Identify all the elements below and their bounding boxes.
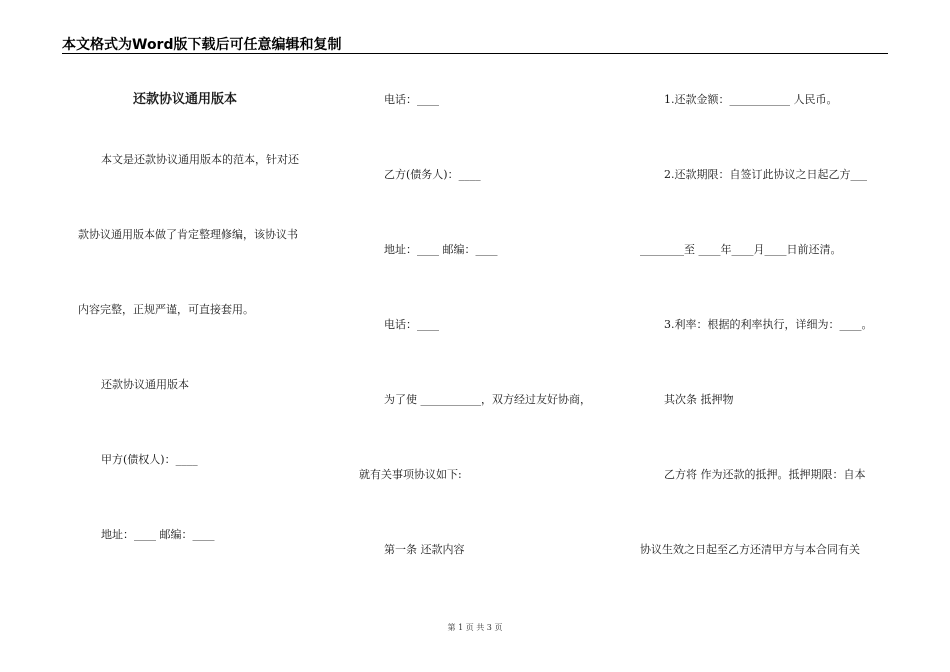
party-a-address-line: 地址：____ 邮编：____ (101, 528, 215, 541)
header-title: 本文格式为Word版下载后可任意编辑和复制 (62, 37, 342, 53)
section-heading: 还款协议通用版本 (101, 378, 189, 391)
repayment-term-line-2: ________至 ____年____月____日前还清。 (640, 243, 842, 256)
collateral-line-2: 协议生效之日起至乙方还清甲方与本合同有关 (640, 543, 860, 556)
purpose-line-1: 为了使 ___________，双方经过友好协商， (384, 393, 591, 406)
intro-line-3: 内容完整，正规严谨，可直接套用。 (78, 303, 254, 316)
party-a-phone-line: 电话：____ (384, 93, 439, 106)
article-1-heading: 第一条 还款内容 (384, 543, 465, 556)
interest-rate-line: 3.利率：根据的利率执行，详细为：____。 (664, 318, 873, 331)
purpose-line-2: 就有关事项协议如下: (359, 468, 462, 481)
repayment-term-line-1: 2.还款期限：自签订此协议之日起乙方___ (664, 168, 867, 181)
intro-line-1: 本文是还款协议通用版本的范本，针对还 (101, 153, 299, 166)
party-b-line: 乙方(债务人)：____ (384, 168, 481, 181)
collateral-line-1: 乙方将 作为还款的抵押。抵押期限：自本 (664, 468, 866, 481)
page-number: 第 1 页 共 3 页 (447, 623, 503, 632)
article-2-heading: 其次条 抵押物 (664, 393, 734, 406)
intro-line-2: 款协议通用版本做了肯定整理修编，该协议书 (78, 228, 298, 241)
party-b-phone-line: 电话：____ (384, 318, 439, 331)
party-b-address-line: 地址：____ 邮编：____ (384, 243, 498, 256)
repayment-amount-line: 1.还款金额：___________ 人民币。 (664, 93, 838, 106)
header-divider (62, 53, 888, 54)
party-a-line: 甲方(债权人)：____ (101, 453, 198, 466)
document-title: 还款协议通用版本 (133, 92, 238, 107)
